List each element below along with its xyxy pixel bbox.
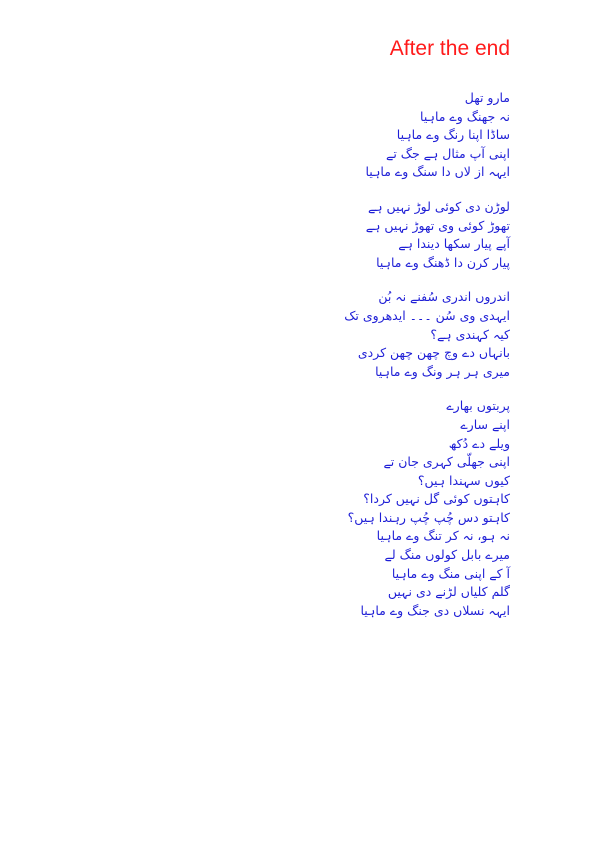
poem-line: پربتوں بھارے [446, 398, 510, 414]
poem-line: نہ جھنگ وے ماہیا [420, 108, 510, 124]
poem-line: اپنی آپ مثال ہے جگ تے [386, 145, 510, 161]
poem-line: کاہتو دس چُپ چُپ رہندا ہیں؟ [347, 509, 510, 525]
poem-line: اندروں اندری سُفنے نہ بُن [378, 289, 510, 305]
stanza-1 [270, 89, 510, 182]
poem-line: تھوڑ کوئی وی تھوڑ نہیں ہے [365, 217, 510, 233]
poem-line: آ کے اپنی منگ وے ماہیا [391, 565, 510, 581]
poem-line: میری ہر ہر ونگ وے ماہیا [375, 363, 510, 379]
stanza-4 [270, 397, 510, 620]
poem-line: بانہاں دے وچ چھن چھن کردی [357, 345, 510, 361]
poem-line: مارو تھل [464, 90, 510, 105]
poem-body [270, 89, 510, 636]
poem-line: پیار کرن دا ڈھنگ وے ماہیا [376, 254, 510, 270]
poem-line: ایہدی وی سُن ۔۔۔ ایدھروی تک [344, 307, 510, 323]
poem-line: ویلے دے دُکھ [448, 435, 510, 451]
poem-line: اپنی جھلّی کہری جان تے [383, 454, 510, 470]
poem-line: آپے پیار سکھا دیندا ہے [398, 236, 510, 252]
poem-line: ایہہ نسلاں دی جنگ وے ماہیا [360, 602, 510, 618]
poem-title: After the end [389, 37, 510, 60]
poem-line: ساڈا اپنا رنگ وے ماہیا [396, 127, 510, 143]
stanza-3 [270, 288, 510, 381]
poem-line: لوڑن دی کوئی لوڑ نہیں ہے [367, 198, 510, 214]
poem-line: کیہ کہندی ہے؟ [430, 326, 510, 342]
poem-line: ایہہ از لاں دا سنگ وے ماہیا [365, 164, 510, 180]
poem-line: اپنے سارے [460, 416, 510, 432]
poem-line: نہ ہو، نہ کر تنگ وے ماہیا [376, 528, 510, 544]
poem-line: کاہتوں کوئی گل نہیں کردا؟ [363, 491, 510, 507]
stanza-2 [270, 198, 510, 272]
poem-line: کیوں سہندا ہیں؟ [417, 472, 510, 488]
poem-line: گلم کلیاں لڑنے دی نہیں [387, 584, 510, 600]
poem-line: میرے بابل کولوں منگ لے [384, 547, 510, 563]
